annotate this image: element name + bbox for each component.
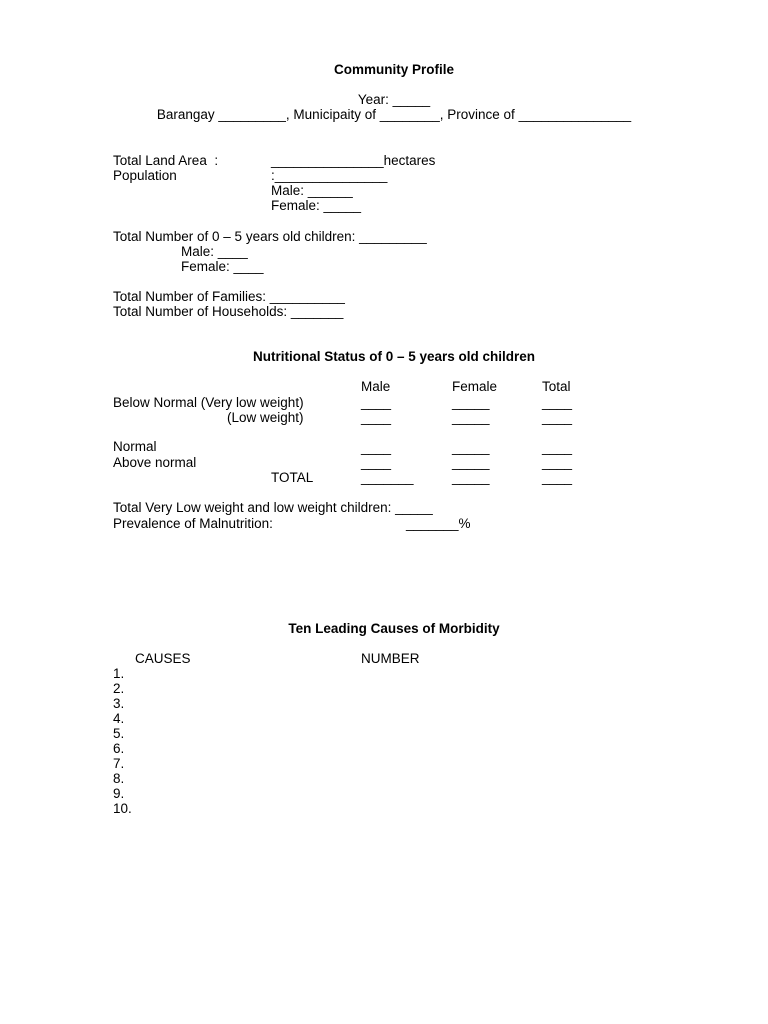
prevalence-field: _______% xyxy=(406,516,471,531)
table-cell: _____ xyxy=(452,470,490,485)
col-header-female: Female xyxy=(452,379,498,394)
row-label-very-low: Below Normal (Very low weight) xyxy=(113,395,304,410)
land-area-field: _______________hectares xyxy=(271,153,436,168)
table-cell: ____ xyxy=(542,470,573,485)
nutrition-title: Nutritional Status of 0 – 5 years old children xyxy=(252,349,536,364)
list-item: 10. xyxy=(113,801,132,816)
list-item: 7. xyxy=(113,756,125,771)
year-field: Year: _____ xyxy=(357,92,431,107)
children-total-field: Total Number of 0 – 5 years old children: _________ xyxy=(113,229,427,244)
land-area-label: Total Land Area : xyxy=(113,153,219,168)
population-label: Population xyxy=(113,168,177,183)
population-male-field: Male: ______ xyxy=(271,183,353,198)
row-label-total: TOTAL xyxy=(271,470,314,485)
children-female-field: Female: ____ xyxy=(181,259,264,274)
very-low-total-field: Total Very Low weight and low weight children: _____ xyxy=(113,500,433,515)
list-item: 9. xyxy=(113,786,125,801)
col-header-male: Male xyxy=(361,379,391,394)
prevalence-label: Prevalence of Malnutrition: xyxy=(113,516,273,531)
table-cell: _____ xyxy=(452,410,490,425)
col-header-causes: CAUSES xyxy=(135,651,191,666)
list-item: 4. xyxy=(113,711,125,726)
list-item: 3. xyxy=(113,696,125,711)
list-item: 8. xyxy=(113,771,125,786)
col-header-number: NUMBER xyxy=(361,651,420,666)
households-field: Total Number of Households: _______ xyxy=(113,304,344,319)
table-cell: _____ xyxy=(452,395,490,410)
row-label-low: (Low weight) xyxy=(227,410,304,425)
morbidity-title: Ten Leading Causes of Morbidity xyxy=(288,621,500,636)
row-label-normal: Normal xyxy=(113,439,157,454)
list-item: 1. xyxy=(113,666,125,681)
children-male-field: Male: ____ xyxy=(181,244,248,259)
list-item: 6. xyxy=(113,741,125,756)
row-label-above-normal: Above normal xyxy=(113,455,197,470)
table-cell: ____ xyxy=(542,440,573,455)
list-item: 2. xyxy=(113,681,125,696)
families-field: Total Number of Families: __________ xyxy=(113,289,345,304)
table-cell: ____ xyxy=(361,440,392,455)
table-cell: ____ xyxy=(542,410,573,425)
table-cell: ____ xyxy=(361,395,392,410)
col-header-total: Total xyxy=(542,379,571,394)
table-cell: _______ xyxy=(361,470,414,485)
table-cell: _____ xyxy=(452,440,490,455)
population-female-field: Female: _____ xyxy=(271,198,362,213)
page-title: Community Profile xyxy=(333,62,454,77)
table-cell: ____ xyxy=(361,455,392,470)
table-cell: ____ xyxy=(361,410,392,425)
table-cell: ____ xyxy=(542,395,573,410)
location-line: Barangay _________, Municipaity of ________, Province of _______________ xyxy=(156,107,632,122)
table-cell: _____ xyxy=(452,455,490,470)
population-field: :_______________ xyxy=(271,168,388,183)
table-cell: ____ xyxy=(542,455,573,470)
list-item: 5. xyxy=(113,726,125,741)
